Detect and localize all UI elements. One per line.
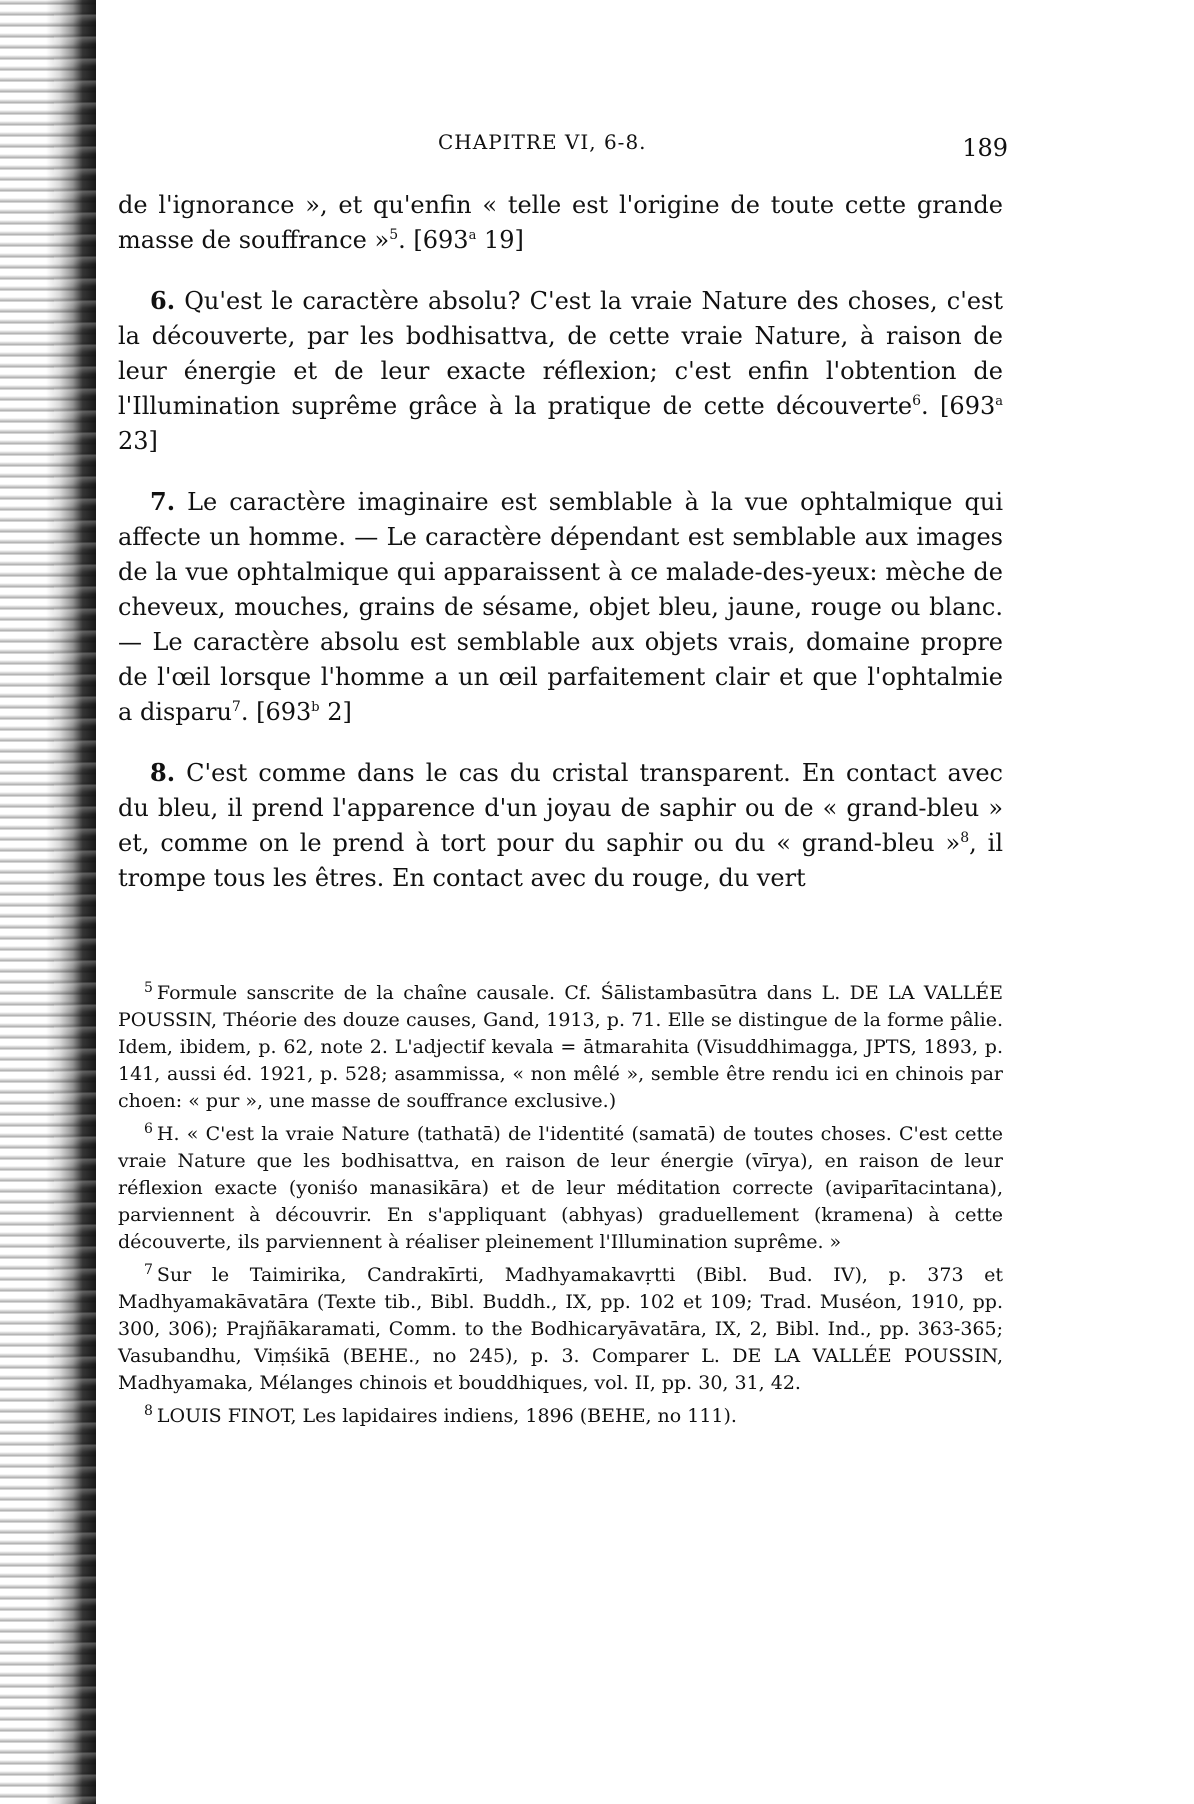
- citation-text: . [693: [240, 698, 312, 726]
- page-number: 189: [962, 134, 1008, 162]
- paragraph-text: , il trompe tous les êtres. En contact avec du rouge, du vert: [118, 829, 1004, 892]
- paragraph-text: C'est comme dans le cas du cristal transparent. En contact avec du bleu, il prend l'apparence d'un joyau de saphir ou de « grand-bleu » et, comme on le prend à tort pour du saphir ou du « grand-bleu »: [118, 759, 1003, 857]
- paragraph-text: de l'ignorance », et qu'enfin « telle est l'origine de toute cette grande masse de souffrance »: [118, 191, 1003, 254]
- running-head: [118, 130, 1008, 166]
- footnote-7: [118, 1262, 1003, 1397]
- main-text: [118, 188, 1003, 896]
- citation-text: 19]: [476, 226, 524, 254]
- footnote-ref: 8: [960, 830, 970, 846]
- footnote-8: [118, 1403, 1003, 1430]
- footnote-mark: 7: [144, 1261, 153, 1278]
- footnote-text: LOUIS FINOT, Les lapidaires indiens, 1896 (BEHE, no 111).: [156, 1405, 737, 1427]
- paragraph-number: 7.: [150, 487, 176, 516]
- paragraph-8: [118, 755, 1003, 896]
- citation-side: a: [468, 228, 477, 243]
- footnote-6: [118, 1121, 1003, 1256]
- chapter-title: CHAPITRE VI, 6-8.: [438, 130, 647, 154]
- paragraph-7: [118, 484, 1003, 730]
- footnote-ref: 6: [912, 393, 922, 409]
- paragraph-number: 6.: [150, 286, 176, 315]
- footnote-text: Sur le Taimirika, Candrakīrti, Madhyamakavṛtti (Bibl. Bud. IV), p. 373 et Madhyamakāvatāra (Texte tib., Bibl. Buddh., IX, pp. 102 et 109; Trad. Muséon, 1910, pp. 300, 306); Prajñākaramati, Comm. to the Bodhicaryāvatāra, IX, 2, Bibl. Ind., pp. 363-365; Vasubandhu, Viṃśikā (BEHE., no 245), p. 3. Comparer L. DE LA VALLÉE POUSSIN, Madhyamaka, Mélanges chinois et bouddhiques, vol. II, pp. 30, 31, 42.: [118, 1264, 1003, 1394]
- book-page: [118, 0, 1008, 1804]
- citation-text: . [693: [398, 226, 469, 254]
- citation-side: a: [995, 394, 1003, 409]
- footnotes: [118, 980, 1003, 1436]
- footnote-text: Formule sanscrite de la chaîne causale. Cf. Śālistambasūtra dans L. DE LA VALLÉE POUSSIN, Théorie des douze causes, Gand, 1913, p. 71. Elle se distingue de la forme pâlie. Idem, ibidem, p. 62, note 2. L'adjectif kevala = ātmarahita (Visuddhimagga, JPTS, 1893, p. 141, aussi éd. 1921, p. 528; asammissa, « non mêlé », semble être rendu ici en chinois par choen: « pur », une masse de souffrance exclusive.): [118, 982, 1003, 1112]
- citation: [398, 226, 524, 254]
- citation-text: 23]: [118, 427, 158, 455]
- paragraph-number: 8.: [150, 758, 176, 787]
- footnote-text: H. « C'est la vraie Nature (tathatā) de l'identité (samatā) de toutes choses. C'est cette vraie Nature que les bodhisattva, en raison de leur énergie (vīrya), en raison de leur réflexion exacte (yoniśo manasikāra) et de leur méditation correcte (aviparītacintana), parviennent à découvrir. En s'appliquant (abhyas) graduellement (kramena) à cette découverte, ils parviennent à réaliser pleinement l'Illumination suprême. »: [118, 1123, 1003, 1253]
- footnote-ref: 7: [231, 699, 241, 715]
- citation: [241, 698, 352, 726]
- footnote-mark: 8: [144, 1402, 153, 1419]
- paragraph-text: Le caractère imaginaire est semblable à la vue ophtalmique qui affecte un homme. — Le caractère dépendant est semblable aux images de la vue ophtalmique qui apparaissent à ce malade-des-yeux: mèche de cheveux, mouches, grains de sésame, objet bleu, jaune, rouge ou blanc. — Le caractère absolu est semblable aux objets vrais, domaine propre de l'œil lorsque l'homme a un œil parfaitement clair et que l'ophtalmie a disparu: [118, 488, 1003, 726]
- footnote-ref: 5: [389, 227, 399, 243]
- footnote-5: [118, 980, 1003, 1115]
- paragraph-6: [118, 283, 1003, 459]
- citation-side: b: [311, 700, 320, 715]
- footnote-mark: 5: [144, 979, 153, 996]
- citation-text: . [693: [921, 392, 996, 420]
- paragraph-continued: [118, 188, 1003, 258]
- paragraph-text: Qu'est le caractère absolu? C'est la vraie Nature des choses, c'est la découverte, par les bodhisattva, de cette vraie Nature, à raison de leur énergie et de leur exacte réflexion; c'est enfin l'obtention de l'Illumination suprême grâce à la pratique de cette découverte: [118, 287, 1003, 420]
- citation-text: 2]: [319, 698, 352, 726]
- scan-binding-edge: [0, 0, 96, 1804]
- footnote-mark: 6: [144, 1120, 153, 1137]
